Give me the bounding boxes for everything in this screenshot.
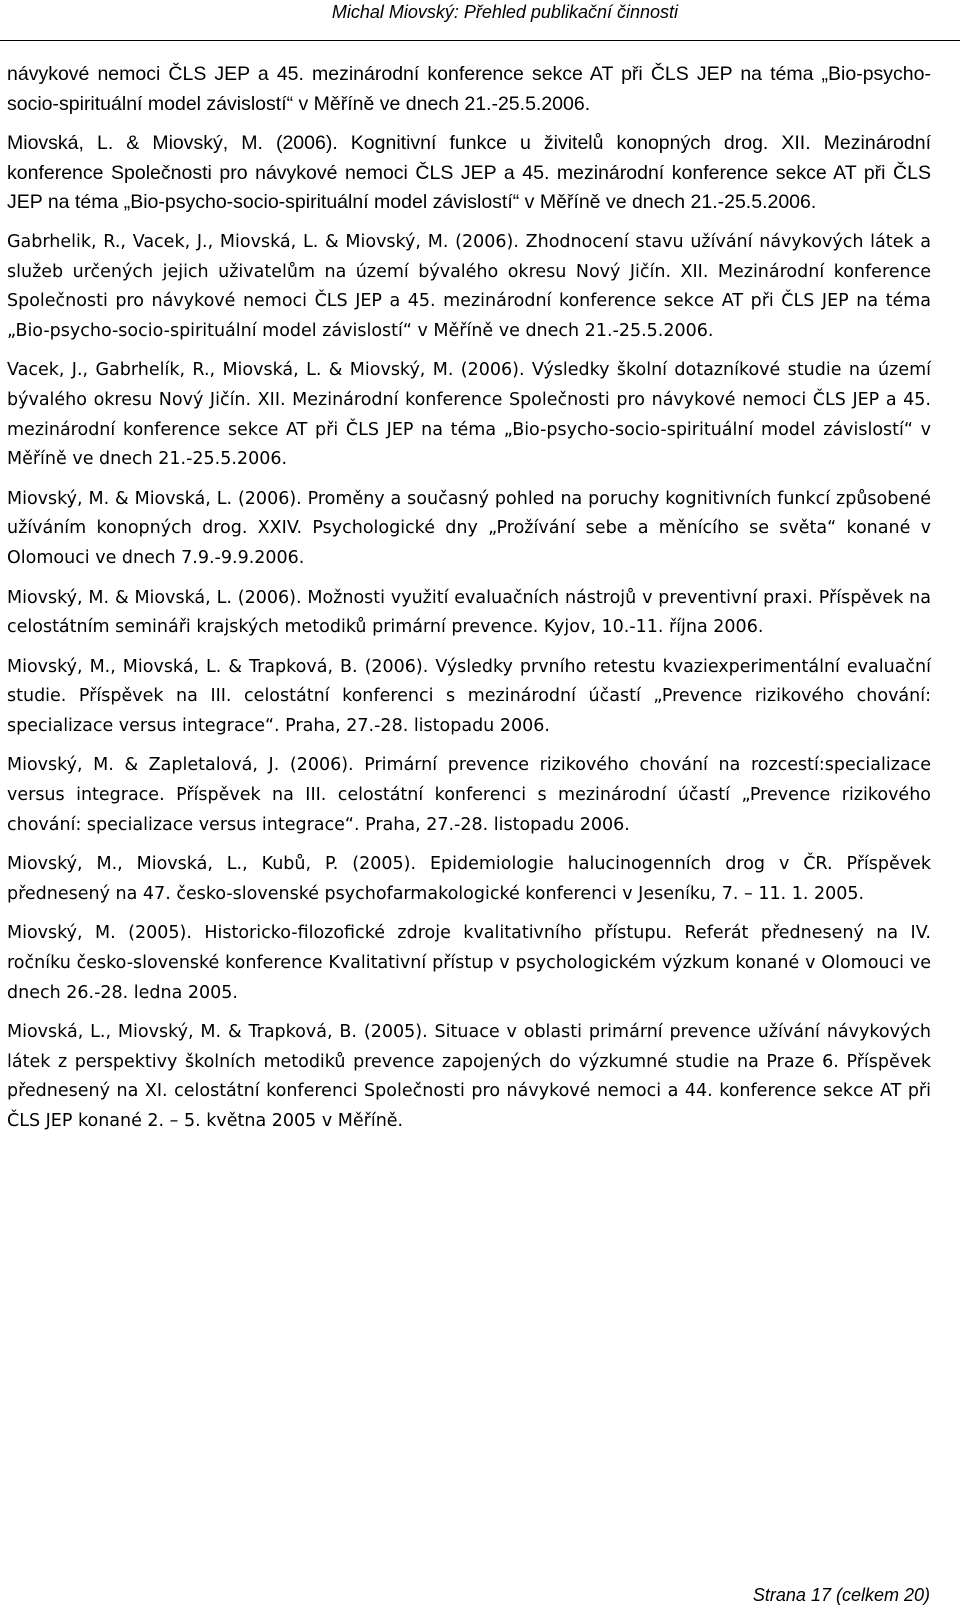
page-number: Strana 17 (celkem 20): [752, 1585, 930, 1605]
publication-entry: Miovská, L. & Miovský, M. (2006). Kognitivní funkce u živitelů konopných drog. XII. Mezinárodní konference Společnosti pro návykové nemoci ČLS JEP a 45. mezinárodní konference sekce AT při ČLS JEP na téma „Bio-psycho-socio-spirituální model závislostí“ v Měříně ve dnech 21.-25.5.2006.: [7, 132, 931, 214]
publication-entry: Miovský, M., Miovská, L., Kubů, P. (2005). Epidemiologie halucinogenních drog v ČR. Příspěvek přednesený na 47. česko-slovenské psychofarmakologické konferenci v Jeseníku, 7. – 11. 1. 2005.: [7, 854, 931, 904]
header-title: Michal Miovský: Přehled publikační činnosti: [331, 2, 678, 22]
publication-entry: návykové nemoci ČLS JEP a 45. mezinárodní konference sekce AT při ČLS JEP na téma „Bio-psycho-socio-spirituální model závislostí“ v Měříně ve dnech 21.-25.5.2006.: [7, 63, 931, 115]
publication-list: [7, 60, 931, 1147]
publication-entry: Miovský, M. (2005). Historicko-filozofické zdroje kvalitativního přístupu. Referát přednesený na IV. ročníku česko-slovenské konference Kvalitativní přístup v psychologickém výzkum konané v Olomouci ve dnech 26.-28. ledna 2005.: [7, 923, 931, 1003]
publication-entry: Gabrhelik, R., Vacek, J., Miovská, L. & Miovský, M. (2006). Zhodnocení stavu užívání návykových látek a služeb určených jejich uživatelům na území bývalého okresu Nový Jičín. XII. Mezinárodní konference Společnosti pro návykové nemoci ČLS JEP a 45. mezinárodní konference sekce AT při ČLS JEP na téma „Bio-psycho-socio-spirituální model závislostí“ v Měříně ve dnech 21.-25.5.2006.: [7, 231, 931, 341]
publication-entry: Miovský, M. & Miovská, L. (2006). Proměny a současný pohled na poruchy kognitivních funkcí způsobené užíváním konopných drog. XXIV. Psychologické dny „Prožívání sebe a měnícího se světa“ konané v Olomouci ve dnech 7.9.-9.9.2006.: [7, 488, 931, 568]
page-header: [0, 0, 960, 41]
publication-entry: Miovská, L., Miovský, M. & Trapková, B. (2005). Situace v oblasti primární prevence užívání návykových látek z perspektivy školních metodiků prevence zapojených do výzkumné studie na Praze 6. Příspěvek přednesený na XI. celostátní konferenci Společnosti pro návykové nemoci a 44. konference sekce AT při ČLS JEP konané 2. – 5. května 2005 v Měříně.: [7, 1022, 931, 1131]
publication-entry: Miovský, M. & Zapletalová, J. (2006). Primární prevence rizikového chování na rozcestí:specializace versus integrace. Příspěvek na III. celostátní konferenci s mezinárodní účastí „Prevence rizikového chování: specializace versus integrace“. Praha, 27.-28. listopadu 2006.: [7, 755, 931, 835]
publication-entry: Miovský, M. & Miovská, L. (2006). Možnosti využití evaluačních nástrojů v preventivní praxi. Příspěvek na celostátním semináři krajských metodiků primární prevence. Kyjov, 10.-11. října 2006.: [7, 587, 931, 638]
publication-entry: Miovský, M., Miovská, L. & Trapková, B. (2006). Výsledky prvního retestu kvaziexperimentální evaluační studie. Příspěvek na III. celostátní konferenci s mezinárodní účastí „Prevence rizikového chování: specializace versus integrace“. Praha, 27.-28. listopadu 2006.: [7, 656, 931, 736]
publication-entry: Vacek, J., Gabrhelík, R., Miovská, L. & Miovský, M. (2006). Výsledky školní dotazníkové studie na území bývalého okresu Nový Jičín. XII. Mezinárodní konference Společnosti pro návykové nemoci ČLS JEP a 45. mezinárodní konference sekce AT při ČLS JEP na téma „Bio-psycho-socio-spirituální model závislostí“ v Měříně ve dnech 21.-25.5.2006.: [7, 360, 931, 470]
